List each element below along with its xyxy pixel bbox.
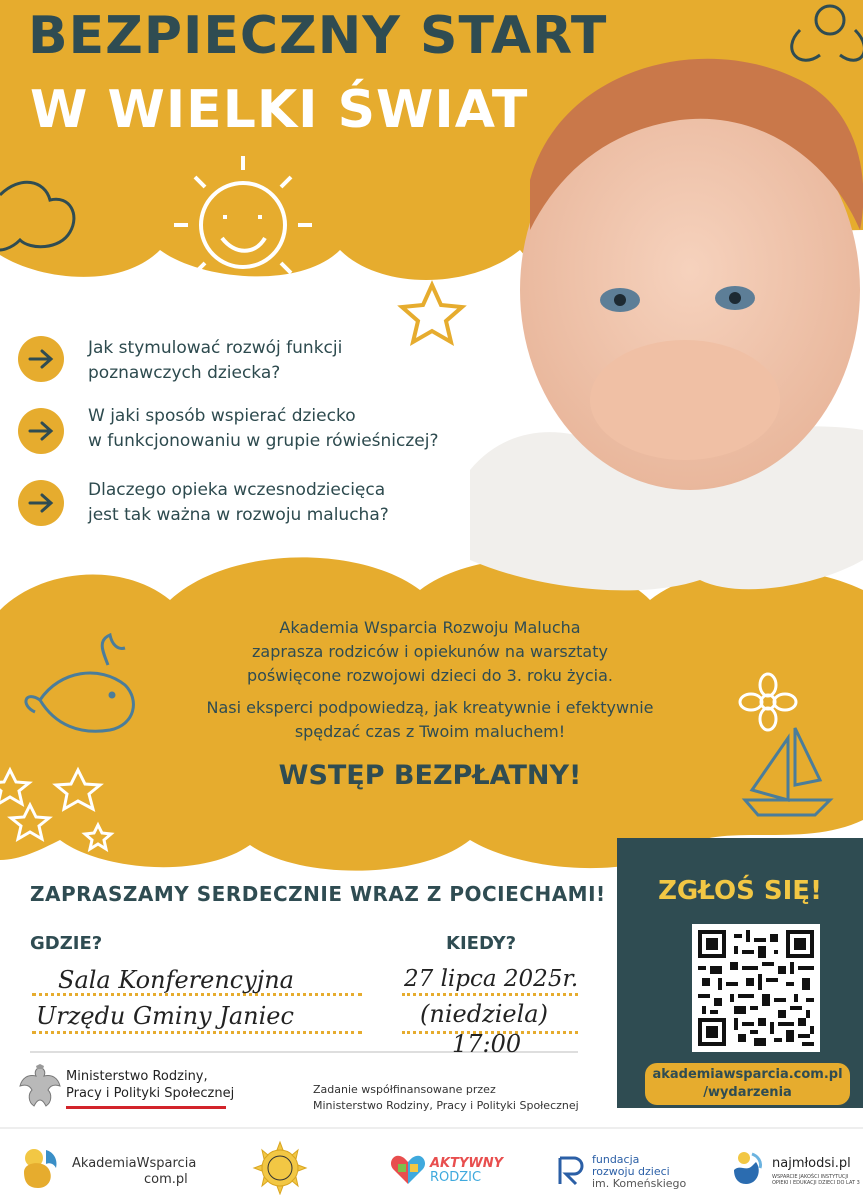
najmlodsi-sub-line-1: WSPARCIE JAKOŚCI INSTYTUCJI [772,1174,849,1180]
title-line-2: W WIELKI ŚWIAT [30,80,529,140]
sun-badge-logo-icon [250,1140,310,1195]
baby-hands [590,340,780,460]
star-doodle [402,285,462,342]
akademia-line-2: com.pl [144,1172,188,1187]
question-1 [88,336,508,386]
najmlodsi-sub-line-2: OPIEKI I EDUKACJI DZIECI DO LAT 3 [772,1180,860,1186]
question-2-line-2: w funkcjonowaniu w grupie rówieśniczej? [88,431,439,451]
signup-url-line-2: /wydarzenia [703,1085,792,1100]
arrow-icon [18,336,64,382]
ministry-line-1: Ministerstwo Rodziny, [66,1069,208,1084]
question-3-line-2: jest tak ważna w rozwoju malucha? [88,505,389,525]
ministry-line-2: Pracy i Polityki Społecznej [66,1086,235,1101]
fundacja-line-3: im. Komeńskiego [592,1177,687,1190]
info-paragraph-1 [150,616,710,688]
qr-code[interactable] [692,924,820,1052]
signup-url[interactable] [645,1063,850,1105]
cofinancing-note [313,1082,579,1114]
title-line-1: BEZPIECZNY START [28,6,608,66]
akademia-logo-text [72,1156,196,1188]
where-line-2: Urzędu Gminy Janiec [36,1002,294,1030]
info-paragraph-2 [150,696,710,744]
when-line-3: 17:00 [452,1030,522,1058]
info-p1-line-2: zaprasza rodziców i opiekunów na warsztaty [252,642,608,661]
signup-heading: ZGŁOŚ SIĘ! [658,876,822,906]
fundacja-line-2: rozwoju dzieci [592,1165,670,1178]
question-1-line-2: poznawczych dziecka? [88,363,281,383]
cofinancing-line-2: Ministerstwo Rodziny, Pracy i Polityki Społecznej [313,1099,579,1112]
info-p2-line-1: Nasi eksperci podpowiedzą, jak kreatywnie i efektywnie [206,698,654,717]
invite-heading: ZAPRASZAMY SERDECZNIE WRAZ Z POCIECHAMI! [30,882,606,906]
aktywny-line-2: RODZIC [430,1170,482,1185]
info-p1-line-1: Akademia Wsparcia Rozwoju Malucha [279,618,581,637]
fundacja-logo-text [592,1154,686,1190]
where-line-1: Sala Konferencyjna [58,966,294,994]
arrow-icon [18,408,64,454]
fundacja-logo-icon [556,1154,586,1186]
ministry-red-underline [66,1106,226,1109]
ministry-name [66,1068,234,1102]
info-p2-line-2: spędzać czas z Twoim maluchem! [294,722,566,741]
question-3 [88,478,508,528]
puzzle-heart-logo-icon [390,1152,426,1186]
akademia-logo-icon [20,1144,60,1192]
aktywny-line-1: AKTYWNY [430,1156,504,1171]
question-2 [88,404,528,454]
question-1-line-1: Jak stymulować rozwój funkcji [88,338,343,358]
arrow-icon [18,480,64,526]
eagle-emblem-icon [18,1064,62,1114]
where-label: GDZIE? [30,933,103,954]
najmlodsi-logo-text: najmłodsi.pl [772,1156,851,1171]
when-line-1: 27 lipca 2025r. [404,966,579,992]
when-label: KIEDY? [446,933,517,954]
free-entry-heading: WSTĘP BEZPŁATNY! [278,760,582,791]
question-2-line-1: W jaki sposób wspierać dziecko [88,406,356,426]
najmlodsi-logo-subtext [772,1174,860,1186]
question-3-line-1: Dlaczego opieka wczesnodziecięca [88,480,386,500]
aktywny-rodzic-logo-text [430,1157,503,1185]
akademia-line-1: AkademiaWsparcia [72,1156,197,1171]
signup-url-line-1: akademiawsparcia.com.pl [652,1067,843,1082]
when-line-2: (niedziela) [420,1000,548,1028]
fundacja-line-1: fundacja [592,1153,640,1166]
info-p1-line-3: poświęcone rozwojowi dzieci do 3. roku życia. [246,666,614,685]
najmlodsi-logo-icon [732,1150,764,1186]
cofinancing-line-1: Zadanie współfinansowane przez [313,1083,496,1096]
